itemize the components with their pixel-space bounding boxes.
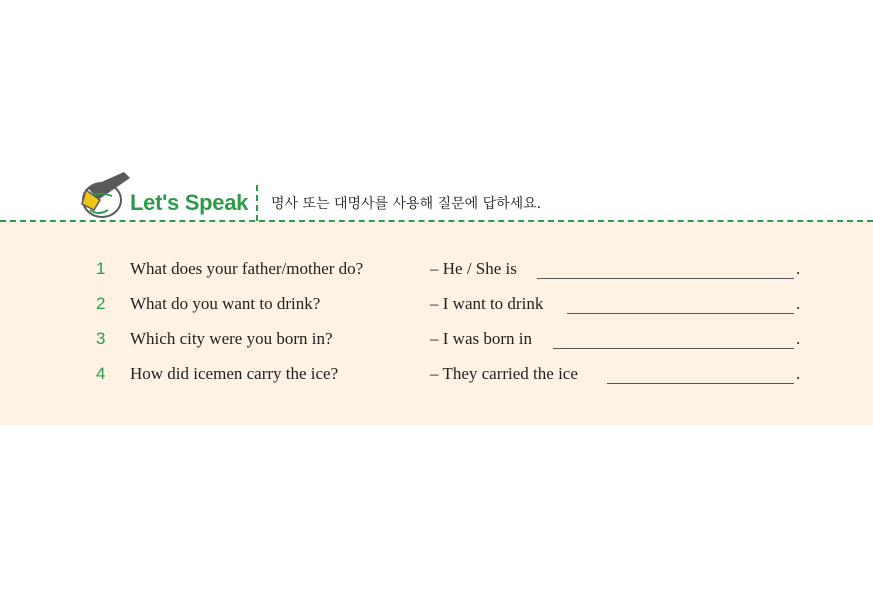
item-number: 3: [96, 329, 106, 348]
answer-period: .: [796, 259, 801, 278]
page-title: Let's Speak: [130, 190, 249, 215]
title-divider: [256, 185, 259, 221]
item-number: 1: [96, 259, 106, 278]
question-text: How did icemen carry the ice?: [130, 364, 339, 383]
answer-blank[interactable]: [553, 348, 794, 349]
exercise-item: [0, 259, 873, 283]
answer-blank[interactable]: [607, 383, 794, 384]
answer-blank[interactable]: [537, 278, 794, 279]
answer-prefix: – I want to drink: [430, 294, 544, 313]
item-number: 2: [96, 294, 106, 313]
answer-prefix: – I was born in: [430, 329, 532, 348]
question-text: What does your father/mother do?: [130, 259, 364, 278]
answer-prefix: – They carried the ice: [430, 364, 578, 383]
question-text: Which city were you born in?: [130, 329, 333, 348]
exercise-item: [0, 364, 873, 388]
answer-prefix: – He / She is: [430, 259, 517, 278]
answer-blank[interactable]: [567, 313, 794, 314]
exercise-item: [0, 294, 873, 318]
exercise-item: [0, 329, 873, 353]
speaking-face-pencil-icon: [78, 170, 132, 220]
exercise-panel: [0, 222, 873, 425]
question-text: What do you want to drink?: [130, 294, 321, 313]
item-number: 4: [96, 364, 106, 383]
answer-period: .: [796, 329, 801, 348]
answer-period: .: [796, 364, 801, 383]
answer-period: .: [796, 294, 801, 313]
lets-speak-header: [78, 168, 873, 224]
instruction-text: 명사 또는 대명사를 사용해 질문에 답하세요.: [271, 196, 542, 212]
